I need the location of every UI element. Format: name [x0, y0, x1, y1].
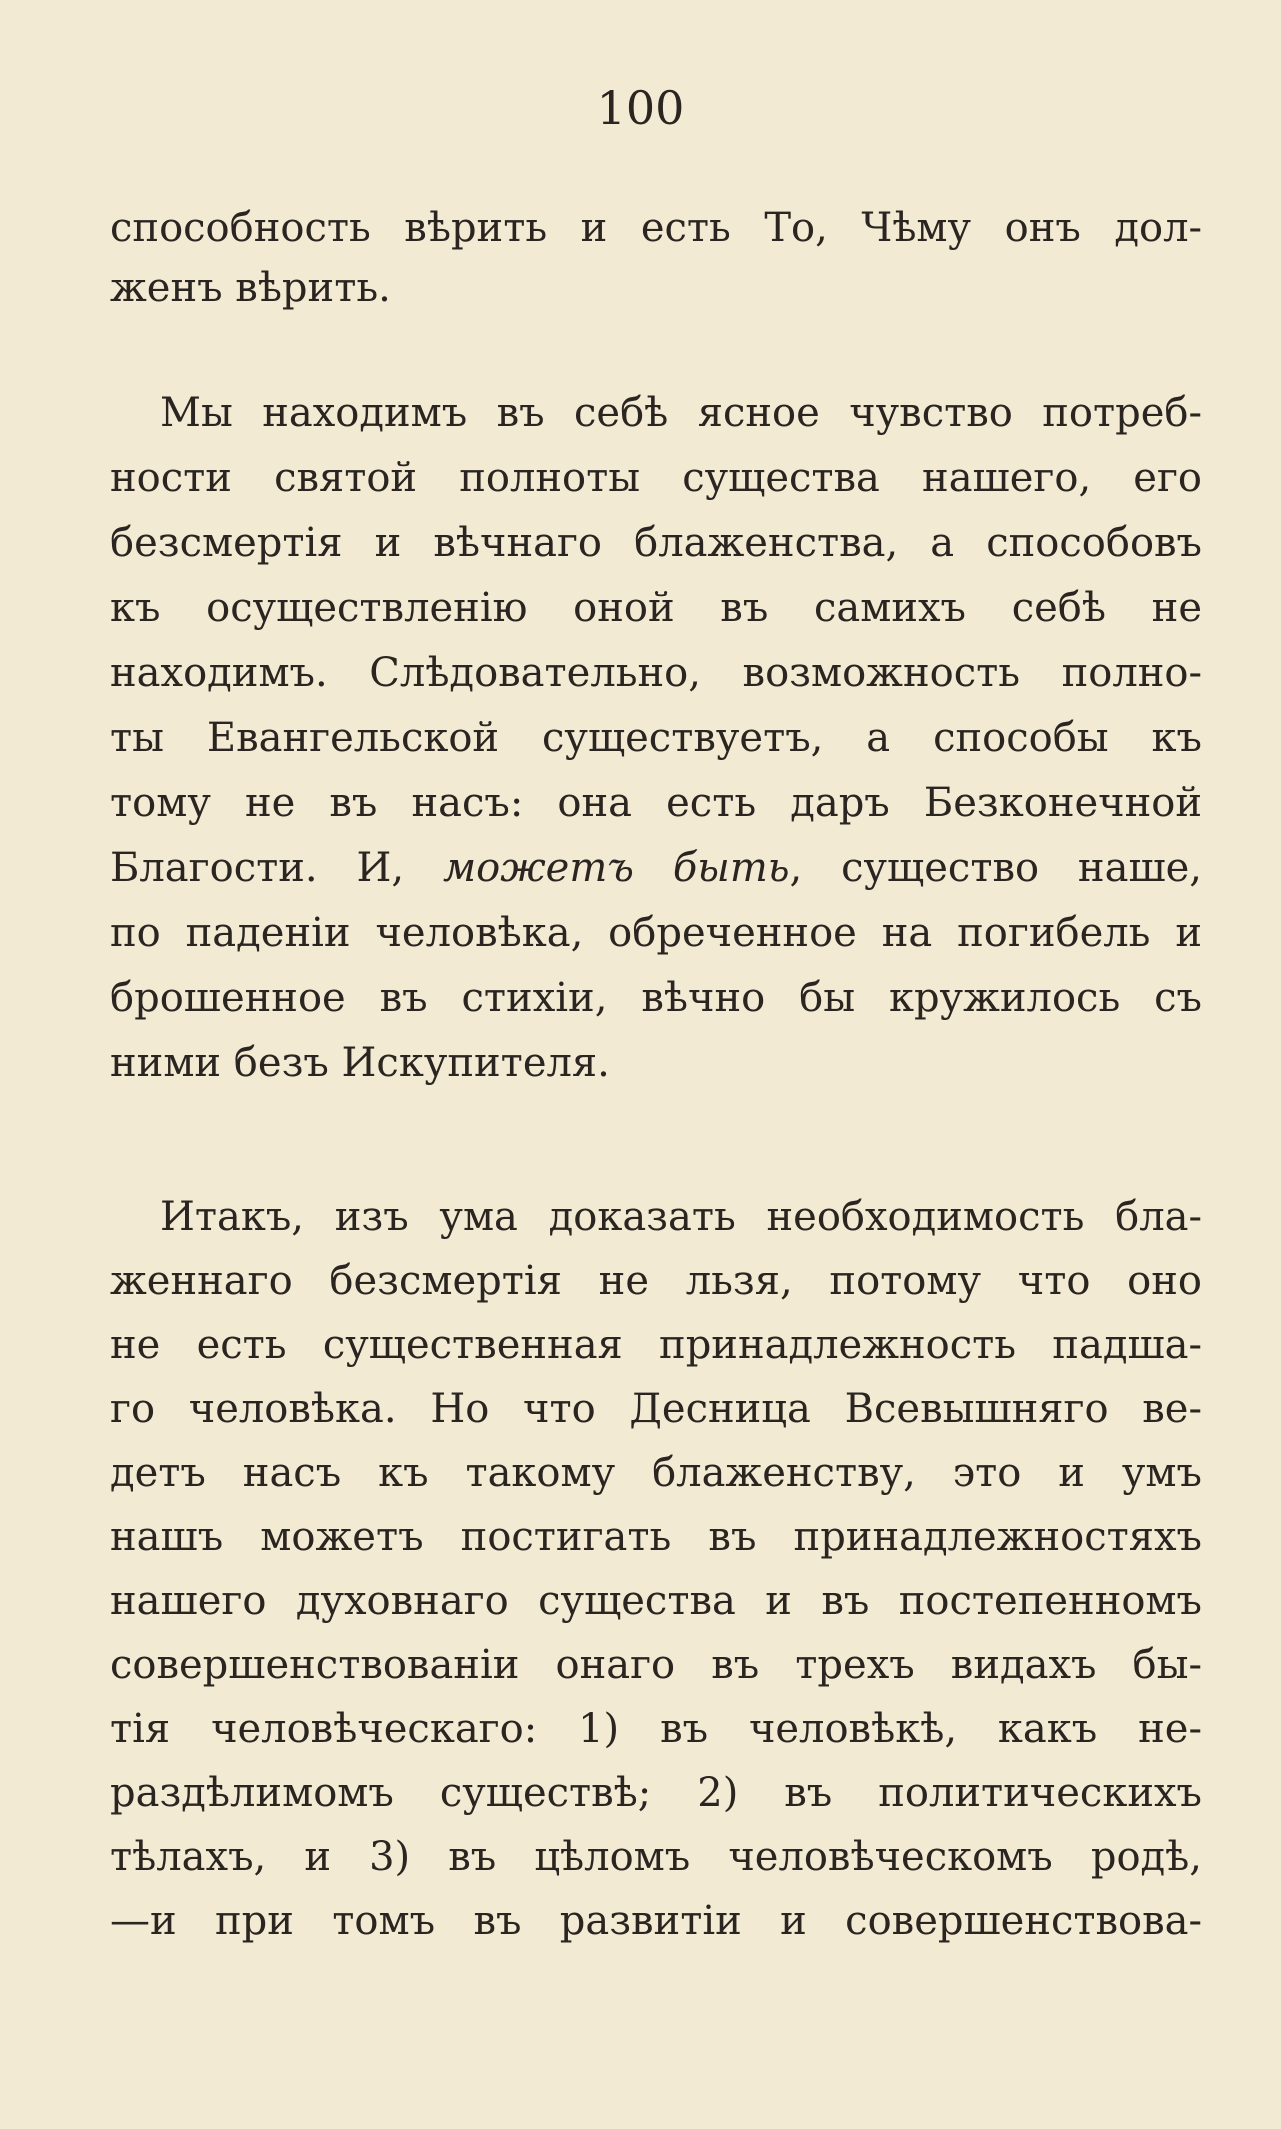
text-line: женъ вѣрить. — [110, 265, 391, 311]
text-line: тія человѣческаго: 1) въ человѣкѣ, какъ не- — [110, 1706, 1202, 1752]
text-line: тому не въ насъ: она есть даръ Безконечной — [110, 780, 1202, 826]
text-line: Итакъ, изъ ума доказать необходимость бла- — [160, 1194, 1202, 1240]
text-line: го человѣка. Но что Десница Всевышняго ве- — [110, 1386, 1202, 1432]
line-start-text: Благости. И, — [110, 845, 405, 891]
text-line: брошенное въ стихіи, вѣчно бы кружилось съ — [110, 975, 1202, 1021]
text-line: раздѣлимомъ существѣ; 2) въ политическихъ — [110, 1770, 1202, 1816]
text-line: Мы находимъ въ себѣ ясное чувство потреб- — [160, 390, 1202, 436]
text-line: по паденіи человѣка, обреченное на погибель и — [110, 910, 1202, 956]
text-line: нашего духовнаго существа и въ постепенномъ — [110, 1578, 1202, 1624]
text-line: къ осуществленію оной въ самихъ себѣ не — [110, 585, 1202, 631]
line-end-text: , существо наше, — [789, 845, 1203, 891]
text-line-with-italic — [110, 838, 1202, 898]
text-line: ты Евангельской существуетъ, а способы къ — [110, 715, 1202, 761]
italic-phrase: можетъ быть — [442, 845, 790, 891]
text-line: женнаго безсмертія не льзя, потому что оно — [110, 1258, 1202, 1304]
text-line: безсмертія и вѣчнаго блаженства, а способовъ — [110, 520, 1202, 566]
text-line: совершенствованіи онаго въ трехъ видахъ бы- — [110, 1642, 1202, 1688]
text-line: детъ насъ къ такому блаженству, это и умъ — [110, 1450, 1202, 1496]
text-line: —и при томъ въ развитіи и совершенствова- — [110, 1898, 1202, 1944]
text-line: находимъ. Слѣдовательно, возможность полно- — [110, 650, 1202, 696]
text-line: не есть существенная принадлежность падша- — [110, 1322, 1202, 1368]
text-line: нашъ можетъ постигать въ принадлежностяхъ — [110, 1514, 1202, 1560]
text-line: тѣлахъ, и 3) въ цѣломъ человѣческомъ родѣ, — [110, 1834, 1202, 1880]
text-line: ними безъ Искупителя. — [110, 1040, 610, 1086]
text-line: способность вѣрить и есть То, Чѣму онъ дол- — [110, 205, 1202, 251]
page-number: 100 — [596, 81, 685, 135]
text-line: ности святой полноты существа нашего, его — [110, 455, 1202, 501]
